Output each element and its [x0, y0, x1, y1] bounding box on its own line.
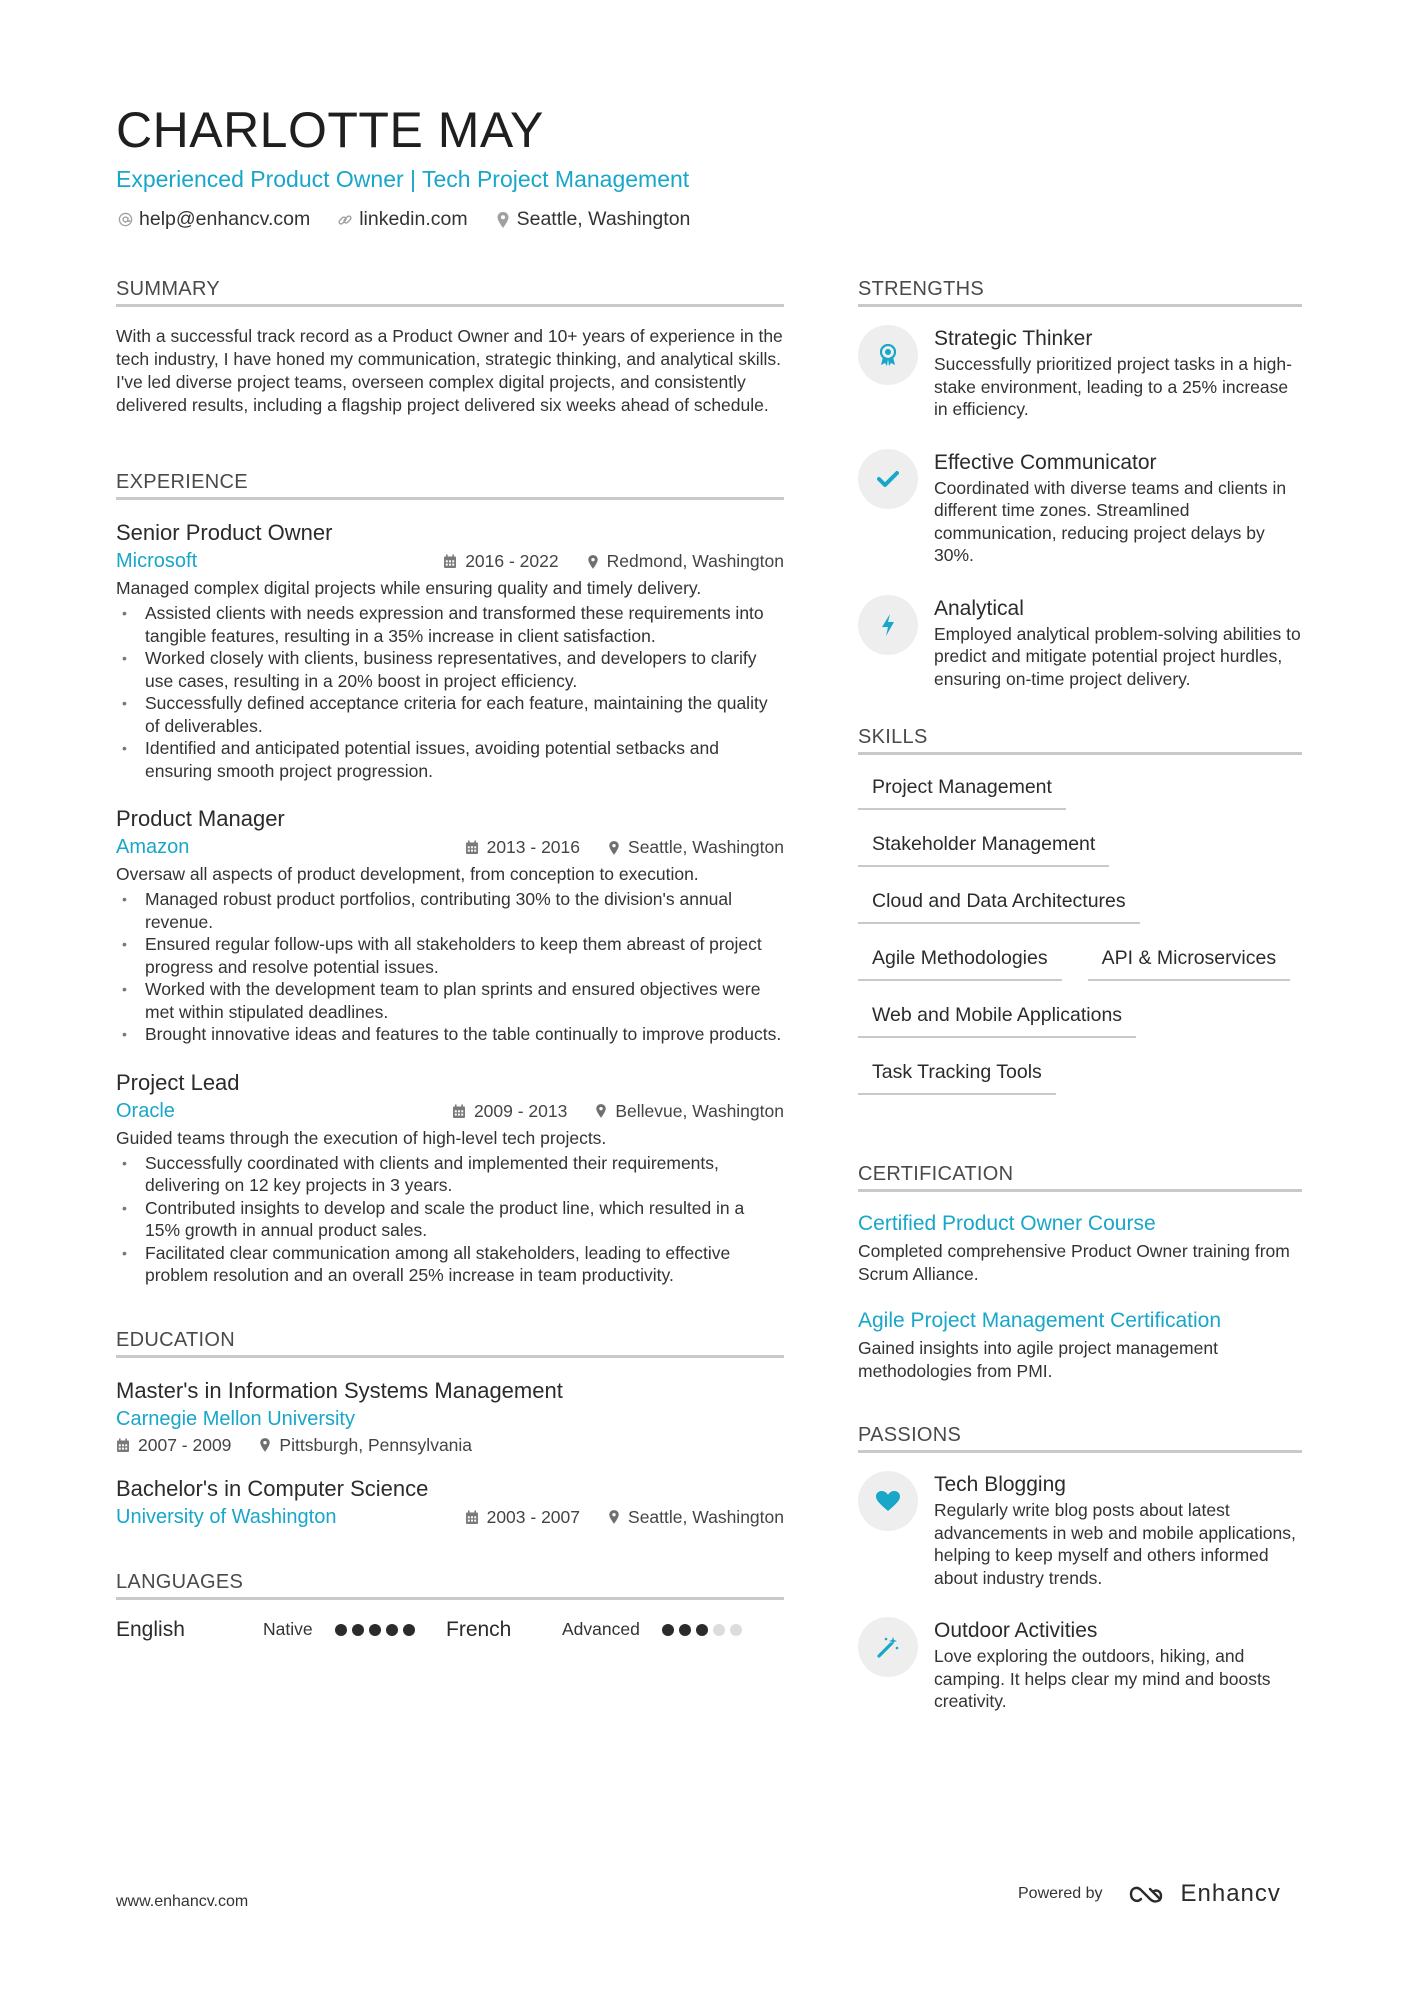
rating-dot-filled [335, 1624, 347, 1636]
passion-title: Outdoor Activities [934, 1619, 1098, 1642]
education-meta-row [116, 1506, 784, 1529]
language-rating [662, 1624, 742, 1636]
calendar-icon [452, 1104, 466, 1119]
rating-dot-filled [352, 1624, 364, 1636]
education-location [608, 1507, 784, 1528]
calendar-icon [465, 840, 479, 855]
job-location [587, 551, 784, 572]
languages-row [116, 1618, 784, 1642]
school-name: Carnegie Mellon University [116, 1407, 355, 1430]
education-location-text: Pittsburgh, Pennsylvania [279, 1434, 473, 1455]
contact-email-text: help@enhancv.com [139, 208, 311, 230]
languages-section [116, 1569, 784, 1642]
passion-item [858, 1617, 1302, 1713]
contact-linkedin-text: linkedin.com [359, 208, 468, 230]
skills-list [858, 773, 1302, 1115]
job-meta-right [452, 1101, 784, 1122]
school-name: University of Washington [116, 1505, 337, 1528]
job-bullet: • Managed robust product portfolios, contributing 30% to the division's annual revenue. [116, 888, 784, 933]
experience-section [116, 469, 784, 1287]
rating-dot-filled [369, 1624, 381, 1636]
summary-heading: SUMMARY [116, 276, 784, 307]
passion-text: Love exploring the outdoors, hiking, and camping. It helps clear my mind and boosts creativity. [934, 1646, 1271, 1711]
location-icon [259, 1437, 271, 1453]
rating-dot-filled [403, 1624, 415, 1636]
strength-text: Employed analytical problem-solving abilities to predict and mitigate potential project hurdles, ensuring on-time project delivery. [934, 623, 1301, 689]
passion-body [934, 1617, 1302, 1713]
strength-item [858, 595, 1302, 691]
job-bullet: • Successfully coordinated with clients and implemented their requirements, delivering on 12 key projects in 3 years. [116, 1152, 784, 1197]
strength-body [934, 449, 1302, 567]
job-bullets [116, 1152, 784, 1287]
job-description: Oversaw all aspects of product development, from conception to execution. [116, 864, 699, 884]
job-bullet: • Worked with the development team to plan sprints and ensured objectives were met within stipulated deadlines. [116, 978, 784, 1023]
strength-body [934, 595, 1302, 691]
job-bullet: • Contributed insights to develop and scale the product line, which resulted in a 15% growth in annual product sales. [116, 1197, 784, 1242]
contact-row [116, 208, 1296, 231]
language-entry [446, 1618, 784, 1642]
job-bullet: • Brought innovative ideas and features to the table continually to improve products. [116, 1023, 784, 1046]
job-dates [452, 1101, 567, 1122]
strength-item [858, 325, 1302, 421]
passion-body [934, 1471, 1302, 1589]
job-bullet: • Ensured regular follow-ups with all stakeholders to keep them abreast of project progress and resolve potential issues. [116, 933, 784, 978]
skill-tag: Project Management [858, 773, 1066, 810]
skill-tag: Task Tracking Tools [858, 1058, 1056, 1095]
rating-dot-filled [386, 1624, 398, 1636]
job-meta [116, 1100, 784, 1123]
skills-section [858, 724, 1302, 1115]
skill-tag: API & Microservices [1088, 944, 1290, 981]
passion-text: Regularly write blog posts about latest advancements in web and mobile applications, helping to keep myself and others informed about industry trends. [934, 1500, 1296, 1588]
education-location [259, 1435, 472, 1456]
education-meta [465, 1507, 784, 1528]
job-meta-right [465, 837, 784, 858]
strengths-heading: STRENGTHS [858, 276, 1302, 307]
location-icon [608, 1509, 620, 1525]
heart-icon [858, 1471, 918, 1531]
job-meta [116, 836, 784, 859]
certification-item [858, 1307, 1302, 1382]
brand-logo[interactable] [1127, 1880, 1281, 1908]
job-title: Project Lead [116, 1069, 240, 1095]
contact-linkedin[interactable] [336, 208, 467, 231]
education-dates-text: 2003 - 2007 [486, 1506, 581, 1527]
job-bullet: • Worked closely with clients, business representatives, and developers to clarify use cases, resulting in a 20% boost in project efficiency. [116, 647, 784, 692]
job-title: Product Manager [116, 806, 285, 831]
job-meta [116, 550, 784, 573]
location-icon [595, 1103, 607, 1119]
degree-title: Bachelor's in Computer Science [116, 1475, 429, 1501]
job-dates [443, 551, 558, 572]
footer-website[interactable]: www.enhancv.com [116, 1893, 249, 1910]
summary-text: With a successful track record as a Product Owner and 10+ years of experience in the tech industry, I have honed my communication, strategic thinking, and analytical skills. I've led diverse project teams, overseen complex digital projects, and consistently delivered results, including a flagship project delivered six weeks ahead of schedule. [116, 326, 783, 415]
strengths-section [858, 276, 1302, 690]
job-bullet: • Assisted clients with needs expression and transformed these requirements into tangible features, resulting in a 35% increase in client satisfaction. [116, 602, 784, 647]
job-entry [116, 1068, 784, 1287]
strength-body [934, 325, 1302, 421]
education-heading: EDUCATION [116, 1327, 784, 1358]
footer-branding [1018, 1880, 1281, 1908]
rating-dot-filled [696, 1624, 708, 1636]
at-icon [116, 211, 134, 229]
job-dates-text: 2016 - 2022 [465, 551, 559, 571]
candidate-name: CHARLOTTE MAY [116, 102, 544, 158]
resume-header [116, 100, 1296, 231]
job-dates [465, 837, 580, 858]
job-entry [116, 518, 784, 782]
education-dates [116, 1435, 231, 1456]
job-location [595, 1101, 784, 1122]
job-bullet: • Successfully defined acceptance criteria for each feature, maintaining the quality of deliverables. [116, 692, 784, 737]
rating-dot-empty [730, 1624, 742, 1636]
job-entry [116, 804, 784, 1046]
strength-text: Successfully prioritized project tasks in a high-stake environment, leading to a 25% increase in efficiency. [934, 354, 1292, 419]
strength-text: Coordinated with diverse teams and clients in different time zones. Streamlined communication, reducing project delays by 30%. [934, 477, 1287, 565]
language-entry [116, 1618, 446, 1642]
job-company: Microsoft [116, 550, 198, 572]
education-entry [116, 1376, 784, 1456]
job-dates-text: 2009 - 2013 [473, 1100, 568, 1121]
summary-section [116, 276, 784, 417]
powered-by-label: Powered by [1018, 1885, 1103, 1902]
education-dates-text: 2007 - 2009 [138, 1434, 232, 1455]
magic-wand-icon [858, 1617, 918, 1677]
education-location-text: Seattle, Washington [628, 1506, 784, 1527]
passions-heading: PASSIONS [858, 1422, 1302, 1453]
location-icon [608, 840, 620, 856]
experience-heading: EXPERIENCE [116, 469, 784, 500]
certification-text: Gained insights into agile project management methodologies from PMI. [858, 1338, 1218, 1381]
job-company: Amazon [116, 836, 190, 858]
strength-title: Effective Communicator [934, 450, 1157, 474]
skill-tag: Stakeholder Management [858, 830, 1109, 867]
certification-text: Completed comprehensive Product Owner training from Scrum Alliance. [858, 1241, 1290, 1284]
passion-item [858, 1471, 1302, 1589]
language-level: Advanced [562, 1619, 640, 1639]
contact-location [494, 208, 691, 231]
strength-title: Strategic Thinker [934, 327, 1093, 350]
calendar-icon [116, 1438, 130, 1453]
location-icon [587, 554, 599, 570]
location-icon [494, 211, 512, 229]
certification-title: Agile Project Management Certification [858, 1309, 1222, 1332]
job-company: Oracle [116, 1099, 175, 1122]
job-meta-right [443, 551, 784, 572]
right-column [858, 276, 1302, 1713]
certification-item [858, 1210, 1302, 1285]
language-rating [335, 1624, 415, 1636]
job-description: Managed complex digital projects while ensuring quality and timely delivery. [116, 578, 702, 598]
language-level: Native [263, 1619, 313, 1639]
job-title: Senior Product Owner [116, 520, 333, 545]
contact-location-text: Seattle, Washington [516, 208, 691, 230]
certification-section [858, 1161, 1302, 1382]
languages-heading: LANGUAGES [116, 1569, 784, 1600]
passions-section [858, 1422, 1302, 1713]
job-bullet: • Facilitated clear communication among all stakeholders, leading to effective problem resolution and an overall 25% increase in team productivity. [116, 1242, 784, 1287]
award-icon [858, 325, 918, 385]
bolt-icon [858, 595, 918, 655]
language-name: English [116, 1617, 185, 1641]
rating-dot-filled [679, 1624, 691, 1636]
skill-tag: Web and Mobile Applications [858, 1001, 1136, 1038]
skill-tag: Cloud and Data Architectures [858, 887, 1140, 924]
job-bullets [116, 602, 784, 782]
language-name: French [446, 1617, 512, 1641]
contact-email[interactable] [116, 208, 310, 231]
job-description: Guided teams through the execution of high-level tech projects. [116, 1127, 607, 1148]
calendar-icon [443, 554, 457, 569]
brand-name: Enhancv [1180, 1880, 1281, 1907]
job-bullets [116, 888, 784, 1046]
education-dates [465, 1507, 580, 1528]
rating-dot-empty [713, 1624, 725, 1636]
degree-title: Master's in Information Systems Management [116, 1377, 563, 1403]
strength-title: Analytical [934, 596, 1024, 620]
candidate-headline: Experienced Product Owner | Tech Project Management [116, 166, 690, 192]
calendar-icon [465, 1510, 479, 1525]
left-column [116, 276, 784, 1642]
link-icon [336, 211, 354, 229]
education-section [116, 1327, 784, 1529]
job-location-text: Redmond, Washington [606, 551, 784, 571]
certification-title: Certified Product Owner Course [858, 1212, 1156, 1235]
skill-tag: Agile Methodologies [858, 944, 1062, 981]
strength-item [858, 449, 1302, 567]
education-entry [116, 1474, 784, 1529]
skills-heading: SKILLS [858, 724, 1302, 755]
job-bullet: • Identified and anticipated potential issues, avoiding potential setbacks and ensuring smooth project progression. [116, 737, 784, 782]
check-icon [858, 449, 918, 509]
enhancv-logo-icon [1127, 1882, 1173, 1906]
job-location-text: Bellevue, Washington [615, 1100, 784, 1121]
rating-dot-filled [662, 1624, 674, 1636]
job-dates-text: 2013 - 2016 [486, 837, 581, 857]
job-location-text: Seattle, Washington [628, 837, 784, 857]
certification-heading: CERTIFICATION [858, 1161, 1302, 1192]
education-meta [116, 1435, 784, 1456]
passion-title: Tech Blogging [934, 1473, 1066, 1496]
job-location [608, 837, 784, 858]
